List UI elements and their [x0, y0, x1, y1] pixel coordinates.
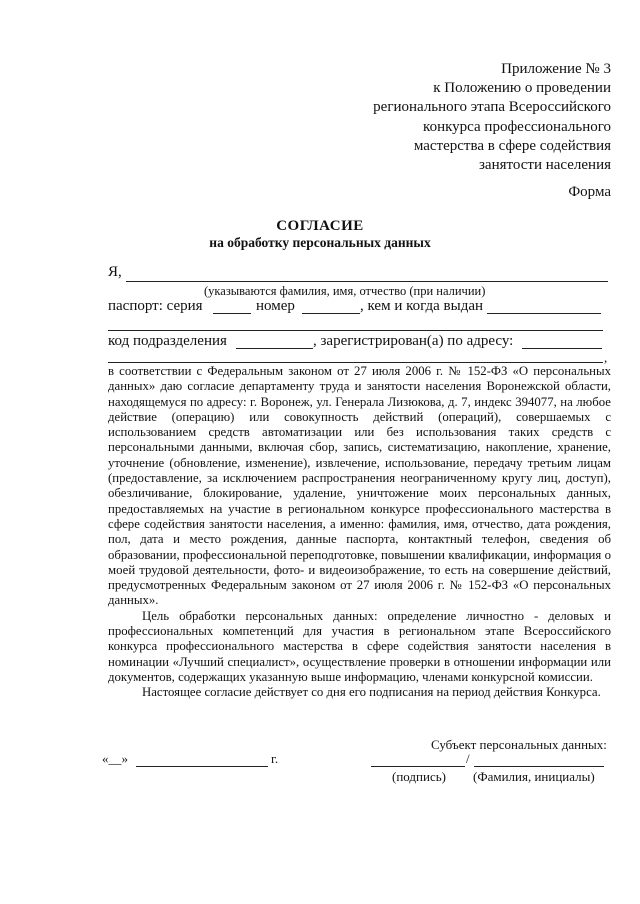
- passport-number-label: номер: [256, 298, 295, 314]
- consent-paragraph-scope: в соответствии с Федеральным законом от 27 июля 2006 г. № 152-ФЗ «О персональных данных» даю согласие департаменту труда и занятости населения Воронежской области, находящемуся по адресу: г. Воронеж, ул. Генерала Лизюкова, д. 7, индекс 394077, на любое действие (операцию) или совокупность действий (операций), совершаемых с использованием средств автоматизации или без использования таких средств с персональными данными, включая сбор, запись, систематизацию, накопление, хранение, уточнение (обновление, изменение), извлечение, использование, передачу третьим лицам (предоставление, за исключением распространения неограниченному кругу лиц, доступ), обезличивание, блокирование, удаление, уничтожение моих персональных данных, предоставляемых на участие в региональном конкурсе профессионального мастерства в сфере содействия занятости населения, а именно: фамилия, имя, отчество, дата рождения, пол, дата и место рождения, данные паспорта, контактный телефон, сведения об образовании, профессиональной переподготовке, повышении квалификации, информация о моей трудовой деятельности, фото- и видеоизображение, то есть на совершение действий, предусмотренных Федеральным законом от 27 июля 2006 г. № 152-ФЗ «О персональных данных».: [108, 364, 611, 608]
- appendix-line: Приложение № 3: [501, 61, 611, 77]
- appendix-line: занятости населения: [478, 157, 611, 174]
- fio-hint: (указываются фамилия, имя, отчество (при наличии): [204, 284, 486, 298]
- appendix-line: регионального этапа Всероссийского: [373, 99, 611, 116]
- document-title: СОГЛАСИЕ: [276, 218, 364, 234]
- registered-address-label: , зарегистрирован(а) по адресу:: [313, 333, 514, 349]
- signature-line[interactable]: [371, 766, 465, 767]
- appendix-line: конкурса профессионального: [423, 118, 611, 135]
- fio-field-line[interactable]: [126, 281, 608, 282]
- ya-label: Я,: [108, 264, 122, 280]
- registered-address-line-2[interactable]: [108, 362, 603, 363]
- address-comma: ,: [604, 350, 608, 365]
- signature-hint: (подпись): [392, 769, 446, 784]
- passport-series-line[interactable]: [213, 313, 251, 314]
- passport-issued-line[interactable]: [487, 313, 601, 314]
- passport-issued-label: , кем и когда выдан: [360, 298, 484, 314]
- appendix-line: к Положению о проведении: [433, 80, 611, 97]
- date-field-line[interactable]: [136, 766, 268, 767]
- subdivision-code-line[interactable]: [236, 348, 313, 349]
- passport-series-label: паспорт: серия: [108, 298, 203, 314]
- passport-issued-line-2[interactable]: [108, 330, 603, 331]
- form-label: Форма: [568, 184, 611, 200]
- year-suffix: г.: [271, 751, 279, 766]
- name-initials-hint: (Фамилия, инициалы): [473, 769, 595, 784]
- date-day-prefix: «__»: [102, 751, 128, 766]
- subdivision-code-label: код подразделения: [108, 333, 227, 349]
- passport-number-line[interactable]: [302, 313, 360, 314]
- document-subtitle: на обработку персональных данных: [209, 235, 431, 250]
- consent-paragraph-validity: Настоящее согласие действует со дня его подписания на период действия Конкурса.: [142, 685, 601, 700]
- registered-address-line[interactable]: [522, 348, 602, 349]
- consent-paragraph-purpose: Цель обработки персональных данных: определение личностно - деловых и профессиональных компетенций для участия в региональном этапе Всероссийского конкурса профессионального мастерства в сфере содействия занятости населения в номинации «Лучший специалист», осуществление проверки в отношении информации или документов, содержащих указанную выше информацию, членами конкурсной комиссии.: [108, 608, 611, 684]
- appendix-line: мастерства в сфере содействия: [413, 137, 611, 154]
- name-initials-line[interactable]: [474, 766, 604, 767]
- appendix-header: [311, 60, 611, 175]
- subject-label: Субъект персональных данных:: [431, 737, 607, 752]
- consent-body: [108, 364, 611, 701]
- signature-slash: /: [466, 751, 470, 766]
